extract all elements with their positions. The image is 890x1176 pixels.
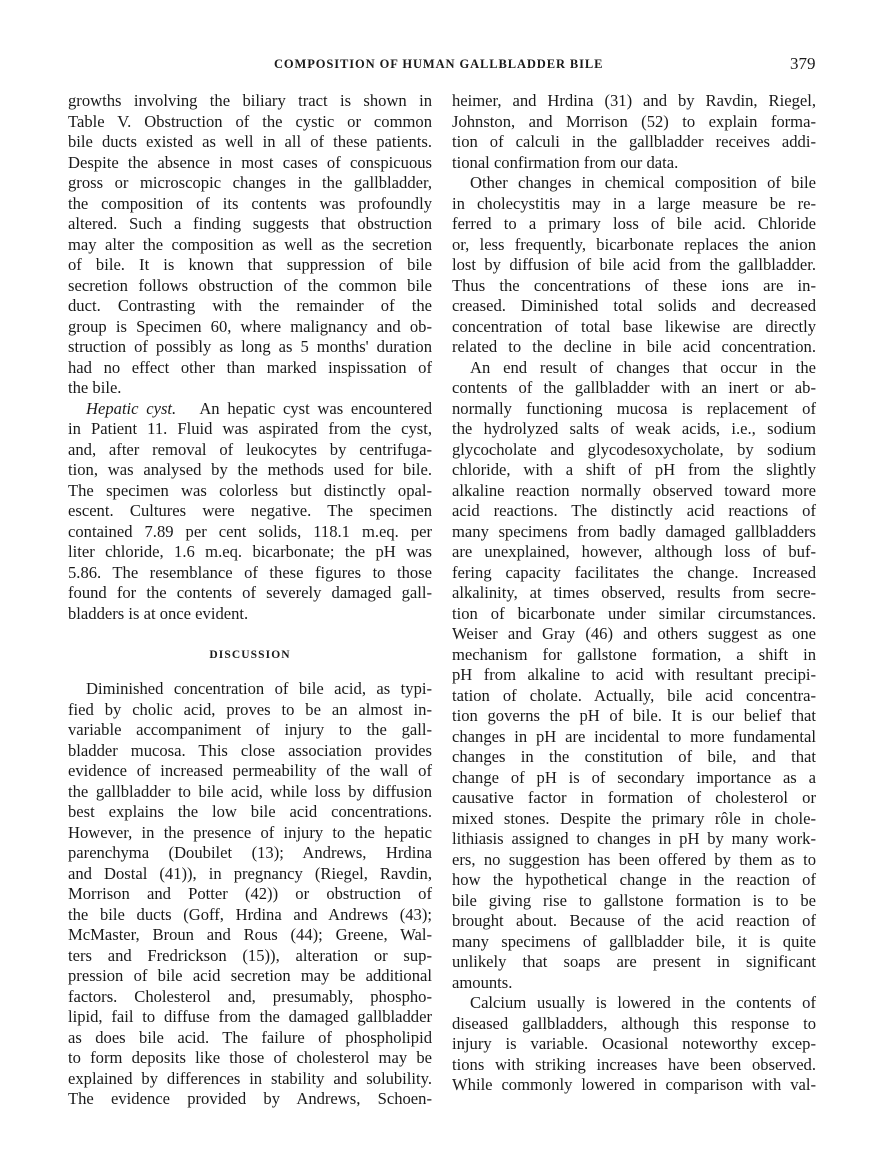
paragraph-hepatic-cyst [68,399,432,625]
text-line: creased. Diminished total solids and decreased [452,296,816,315]
text-line: Diminished concentration of bile acid, as typi- [86,679,432,698]
text-line: the gallbladder to bile acid, while loss by diffusion [68,781,432,801]
text-line: Thus the concentrations of these ions are in- [452,275,816,295]
text-line: lipid, fail to diffuse from the damaged gallbladder [68,1007,432,1026]
text-line: ters and Fredrickson (15)), alteration or sup- [68,945,432,965]
text-line: tation of cholate. Actually, bile acid concentra- [452,685,816,705]
paragraph-calculi-formation [452,91,816,173]
text-line: in Patient 11. Fluid was aspirated from the cyst, [68,419,432,438]
text-line: The specimen was colorless but distinctly opal- [68,480,432,500]
text-line: lithiasis assigned to changes in pH by many work- [452,829,816,848]
spacer [68,665,432,679]
text-line: Table V. Obstruction of the cystic or common [68,111,432,131]
text-line: and, after removal of leukocytes by centrifuga- [68,439,432,459]
text-line: fering capacity facilitates the change. Increased [452,562,816,582]
text-run: An hepatic cyst was encountered [199,398,432,418]
section-heading-discussion: DISCUSSION [209,648,291,661]
text-line: concentration of total base likewise are directly [452,316,816,336]
paragraph-chemical-changes [452,173,816,358]
text-line: the composition of its contents was profoundly [68,193,432,213]
text-line: Other changes in chemical composition of bile [470,173,816,192]
text-line: tional confirmation from our data. [452,152,679,172]
text-line: of bile. It is known that suppression of bile [68,255,432,274]
text-line: While commonly lowered in comparison with val- [452,1075,816,1094]
text-line: contents of the gallbladder with an inert or ab- [452,378,816,397]
text-line: Johnston, and Morrison (52) to explain forma- [452,111,816,131]
text-line: and Dostal (41)), in pregnancy (Riegel, Ravdin, [68,863,432,883]
text-line: The evidence provided by Andrews, Schoen- [68,1089,432,1108]
text-line: bladders is at once evident. [68,603,249,623]
text-line: Despite the absence in most cases of conspicuous [68,152,432,172]
text-line: escent. Cultures were negative. The specimen [68,501,432,520]
page-number: 379 [790,54,816,73]
text-line: group is Specimen 60, where malignancy and ob- [68,316,432,336]
spacer [68,624,432,645]
text-line: alkaline reaction normally observed toward more [452,480,816,500]
text-line: chloride, with a shift of pH from the slightly [452,460,816,479]
text-line: growths involving the biliary tract is shown in [68,91,432,110]
text-line: tions with striking increases have been observed. [452,1054,816,1074]
text-line: fied by cholic acid, proves to be an almost in- [68,699,432,719]
text-line: tion of calculi in the gallbladder receives addi- [452,132,816,151]
text-line: changes in pH are incidental to more fundamental [452,726,816,746]
text-line: McMaster, Broun and Rous (44); Greene, Wal- [68,925,432,944]
text-line: mechanism for gallstone formation, a shift in [452,644,816,664]
right-column [452,91,816,1096]
text-line: tion of bicarbonate under similar circumstances. [452,603,816,623]
text-line: the bile. [68,378,122,397]
text-line: many specimens from badly damaged gallbladders [452,521,816,541]
text-line: many specimens of gallbladder bile, it is quite [452,931,816,951]
text-line: normally functioning mucosa is replacement of [452,398,816,418]
text-line: variable accompaniment of injury to the gall- [68,720,432,739]
text-line: alkalinity, at times observed, results from secre- [452,583,816,602]
text-line: tion, was analysed by the methods used for bile. [68,460,432,479]
text-line: An end result of changes that occur in the [470,357,816,377]
text-line: acid reactions. The distinctly acid reactions of [452,501,816,520]
text-line: contained 7.89 per cent solids, 118.1 m.eq. per [68,521,432,541]
text-line: change of pH is of secondary importance as a [452,767,816,787]
text-line: found for the contents of severely damaged gall- [68,583,432,602]
paragraph-calcium [452,993,816,1096]
text-line: bile giving rise to gallstone formation is to be [452,890,816,910]
text-line: causative factor in formation of cholesterol or [452,788,816,807]
text-line: related to the decline in bile acid concentration. [452,337,816,356]
text-line: Calcium usually is lowered in the contents of [470,993,816,1012]
text-line: gross or microscopic changes in the gallbladder, [68,173,432,192]
text-line: heimer, and Hrdina (31) and by Ravdin, Riegel, [452,91,816,110]
text-line: duct. Contrasting with the remainder of the [68,296,432,315]
text-line: as does bile acid. The failure of phospholipid [68,1027,432,1047]
paragraph-end-result [452,358,816,994]
running-title: COMPOSITION OF HUMAN GALLBLADDER BILE [274,57,604,71]
text-line: had no effect other than marked inspissation of [68,357,432,377]
text-line: altered. Such a finding suggests that obstruction [68,214,432,233]
text-line: the hydrolyzed salts of weak acids, i.e., sodium [452,419,816,438]
text-line: bile ducts existed as well in all of these patients. [68,132,432,151]
left-column [68,91,432,1110]
text-line: evidence of increased permeability of the wall of [68,761,432,780]
paragraph-biliary-growths [68,91,432,399]
text-line: may alter the composition as well as the secretion [68,234,432,254]
text-line: factors. Cholesterol and, presumably, phospho- [68,986,432,1006]
text-line: 5.86. The resemblance of these figures to those [68,562,432,582]
text-line: Weiser and Gray (46) and others suggest as one [452,624,816,643]
text-line: unlikely that soaps are present in significant [452,952,816,971]
text-line: However, in the presence of injury to the hepatic [68,822,432,842]
text-line: pH from alkaline to acid with resultant precipi- [452,665,816,684]
text-line: explained by differences in stability and solubility. [68,1068,432,1088]
text-line: or, less frequently, bicarbonate replaces the anion [452,234,816,254]
text-line: tion governs the pH of bile. It is our belief that [452,706,816,725]
paragraph-discussion [68,679,432,1110]
text-line: injury is variable. Ocasional noteworthy excep- [452,1034,816,1053]
text-line: how the hypothetical change in the reaction of [452,870,816,889]
text-line: brought about. Because of the acid reaction of [452,911,816,930]
text-line: Morrison and Potter (42)) or obstruction of [68,884,432,903]
text-line: lost by diffusion of bile acid from the gallbladder. [452,255,816,274]
text-line: amounts. [452,972,513,992]
text-line: mixed stones. Despite the primary rôle in chole- [452,808,816,828]
text-line: ferred to a primary loss of bile acid. Chloride [452,214,816,233]
text-line: to form deposits like those of cholesterol may be [68,1048,432,1067]
text-line: struction of possibly as long as 5 months' duration [68,337,432,356]
text-line: ers, no suggestion has been offered by them as to [452,849,816,869]
text-line: glycocholate and glycodesoxycholate, by sodium [452,439,816,459]
text-line: parenchyma (Doubilet (13); Andrews, Hrdina [68,843,432,862]
text-line: liter chloride, 1.6 m.eq. bicarbonate; the pH was [68,542,432,561]
text-line: diseased gallbladders, although this response to [452,1013,816,1033]
text-line: the bile ducts (Goff, Hrdina and Andrews (43); [68,904,432,924]
text-line: are unexplained, however, although loss of buf- [452,542,816,561]
text-line: secretion follows obstruction of the common bile [68,275,432,295]
text-line: in cholecystitis may in a large measure be re- [452,193,816,213]
text-line: bladder mucosa. This close association provides [68,740,432,760]
text-line: changes in the constitution of bile, and that [452,747,816,766]
text-line: best explains the low bile acid concentrations. [68,802,432,821]
run-in-heading: Hepatic cyst. [86,398,177,418]
text-line: pression of bile acid secretion may be additional [68,966,432,985]
text-line [68,399,432,420]
